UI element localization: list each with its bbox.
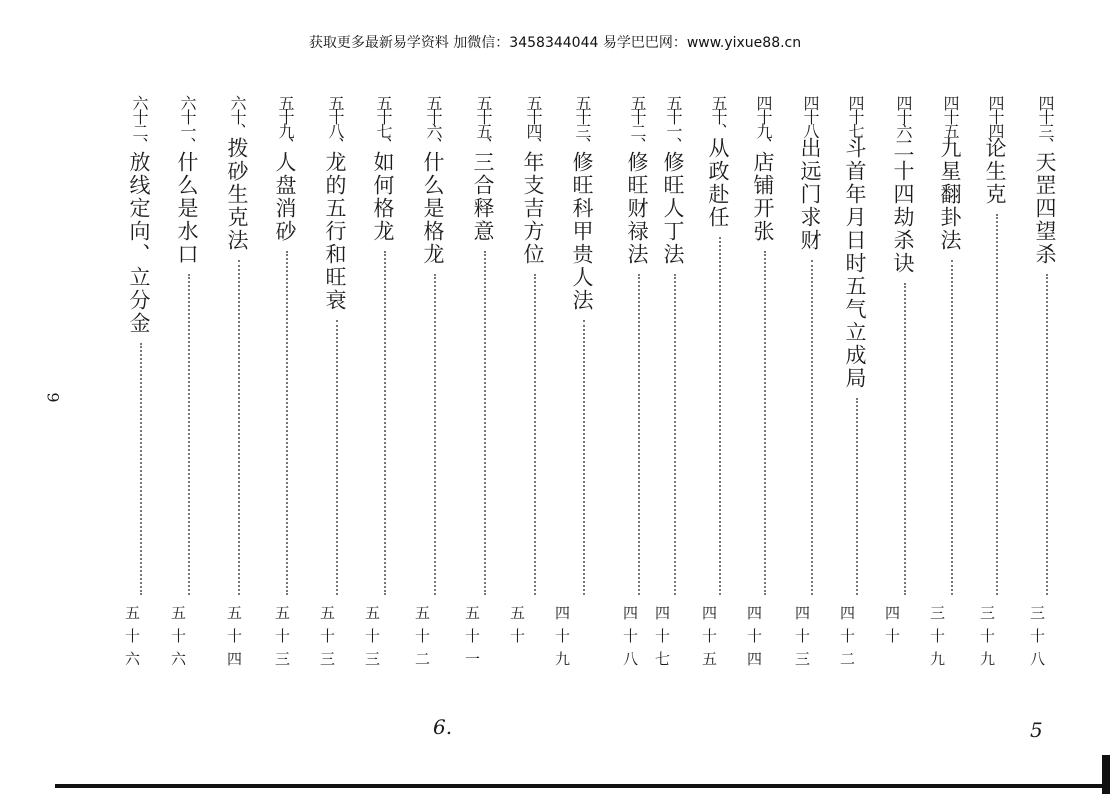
toc-page-number: 三十九 bbox=[978, 605, 996, 674]
toc-entry bbox=[418, 95, 452, 595]
dot-leader bbox=[188, 274, 192, 595]
toc-entry-title bbox=[888, 95, 918, 275]
toc-page-number: 五十三 bbox=[318, 605, 336, 674]
toc-page-number: 四十三 bbox=[793, 605, 811, 674]
toc-entry-text: 二十四劫杀诀 bbox=[891, 137, 915, 275]
toc-entry-text: 年支吉方位 bbox=[521, 151, 545, 266]
dot-leader bbox=[638, 274, 642, 595]
toc-entry-text: 修旺人丁法 bbox=[661, 151, 685, 266]
toc-entry bbox=[222, 95, 256, 595]
toc-entry-title bbox=[703, 95, 733, 229]
toc-entry bbox=[935, 95, 969, 595]
toc-page-number: 四十五 bbox=[700, 605, 718, 674]
toc-entry-number: 五十五、 bbox=[474, 95, 493, 151]
toc-entry bbox=[270, 95, 304, 595]
toc-entry-text: 店铺开张 bbox=[751, 151, 775, 243]
toc-entry-number: 四十五 bbox=[941, 95, 960, 137]
toc-entry-number: 五十七、 bbox=[374, 95, 393, 151]
toc-page-number: 四十四 bbox=[745, 605, 763, 674]
dot-leader bbox=[140, 343, 144, 595]
toc-entry-title bbox=[840, 95, 870, 390]
toc-entry bbox=[172, 95, 206, 595]
dot-leader bbox=[904, 283, 908, 595]
toc-entry bbox=[368, 95, 402, 595]
toc-entry-title bbox=[658, 95, 688, 266]
toc-page-number: 四十八 bbox=[621, 605, 639, 674]
toc-page-number: 四十 bbox=[883, 605, 901, 651]
toc-page-number: 五十六 bbox=[169, 605, 187, 674]
toc-entry-title bbox=[518, 95, 548, 266]
toc-entry bbox=[622, 95, 656, 595]
dot-leader bbox=[434, 274, 438, 595]
dot-leader bbox=[764, 251, 768, 595]
toc-entry-text: 修旺科甲贵人法 bbox=[570, 151, 594, 312]
toc-entry-text: 出远门求财 bbox=[798, 137, 822, 252]
toc-entry-text: 九星翻卦法 bbox=[938, 137, 962, 252]
toc-entry-text: 从政赴任 bbox=[706, 137, 730, 229]
dot-leader bbox=[336, 320, 340, 595]
toc-entry bbox=[888, 95, 922, 595]
dot-leader bbox=[674, 274, 678, 595]
toc-entry-number: 六十二、 bbox=[130, 95, 149, 151]
toc-entry-title bbox=[124, 95, 154, 335]
toc-entry bbox=[658, 95, 692, 595]
dot-leader bbox=[484, 251, 488, 595]
toc-entry-number: 四十六 bbox=[894, 95, 913, 137]
toc-entry-number: 五十、 bbox=[709, 95, 728, 137]
scan-bottom-edge bbox=[55, 784, 1105, 788]
toc-entry-text: 如何格龙 bbox=[371, 151, 395, 243]
toc-page-number: 三十八 bbox=[1028, 605, 1046, 674]
toc-page-number: 五十四 bbox=[225, 605, 243, 674]
toc-entry bbox=[748, 95, 782, 595]
dot-leader bbox=[1046, 274, 1050, 595]
toc-page-number: 四十二 bbox=[838, 605, 856, 674]
toc-entry-title bbox=[935, 95, 965, 252]
dot-leader bbox=[719, 237, 723, 595]
toc-page-number: 四十九 bbox=[553, 605, 571, 674]
toc-entry-number: 五十三、 bbox=[573, 95, 592, 151]
toc-entry-title bbox=[622, 95, 652, 266]
toc-entry-text: 放线定向、立分金 bbox=[127, 151, 151, 335]
toc-entry-title bbox=[368, 95, 398, 243]
toc-entry-title bbox=[1030, 95, 1060, 266]
toc-entry-number: 五十六、 bbox=[424, 95, 443, 151]
toc-entry-text: 天罡四望杀 bbox=[1033, 151, 1057, 266]
toc-entry bbox=[124, 95, 158, 595]
scan-right-edge bbox=[1102, 755, 1110, 794]
toc-page-number: 五十六 bbox=[123, 605, 141, 674]
toc-page-number: 四十七 bbox=[653, 605, 671, 674]
toc-entry-text: 龙的五行和旺衰 bbox=[323, 151, 347, 312]
toc-entry bbox=[980, 95, 1014, 595]
toc-entry-number: 五十一、 bbox=[664, 95, 683, 151]
toc-entry-title bbox=[222, 95, 252, 252]
toc-entry-text: 什么是格龙 bbox=[421, 151, 445, 266]
toc-entry bbox=[795, 95, 829, 595]
toc-entry-number: 五十八、 bbox=[326, 95, 345, 151]
dot-leader bbox=[996, 214, 1000, 595]
toc-entry-number: 六十一、 bbox=[178, 95, 197, 151]
toc-entry-title bbox=[980, 95, 1010, 206]
toc-entry-text: 什么是水口 bbox=[175, 151, 199, 266]
toc-entry-number: 四十三、 bbox=[1036, 95, 1055, 151]
dot-leader bbox=[384, 251, 388, 595]
watermark-header: 获取更多最新易学资料 加微信：3458344044 易学巴巴网：www.yixue88.cn bbox=[308, 35, 802, 51]
dot-leader bbox=[286, 251, 290, 595]
toc-entry bbox=[567, 95, 601, 595]
toc-entry-title bbox=[418, 95, 448, 266]
toc-entry-text: 修旺财禄法 bbox=[625, 151, 649, 266]
toc-page-number: 五十三 bbox=[363, 605, 381, 674]
toc-entry-number: 五十四、 bbox=[524, 95, 543, 151]
dot-leader bbox=[811, 260, 815, 595]
toc-entry-number: 四十四 bbox=[986, 95, 1005, 137]
dot-leader bbox=[534, 274, 538, 595]
toc-entry-text: 论生克 bbox=[983, 137, 1007, 206]
toc-entry-title bbox=[748, 95, 778, 243]
dot-leader bbox=[951, 260, 955, 595]
dot-leader bbox=[583, 320, 587, 595]
toc-entry bbox=[518, 95, 552, 595]
toc-entry bbox=[840, 95, 874, 595]
toc-entry-title bbox=[320, 95, 350, 312]
toc-entry-text: 人盘消砂 bbox=[273, 151, 297, 243]
toc-entry bbox=[320, 95, 354, 595]
toc-page-number: 五十 bbox=[508, 605, 526, 651]
toc-entry-title bbox=[795, 95, 825, 252]
toc-page-number: 三十九 bbox=[928, 605, 946, 674]
toc-entry-number: 四十九、 bbox=[754, 95, 773, 151]
toc-entry-text: 拨砂生克法 bbox=[225, 137, 249, 252]
toc-entry-number: 四十八 bbox=[801, 95, 820, 137]
toc-entry-title bbox=[567, 95, 597, 312]
right-page-number: 5 bbox=[1030, 718, 1043, 742]
toc-entry bbox=[703, 95, 737, 595]
toc-page-number: 五十三 bbox=[273, 605, 291, 674]
toc-entry-title bbox=[468, 95, 498, 243]
toc-entry-text: 三合释意 bbox=[471, 151, 495, 243]
toc-entry-number: 五十九、 bbox=[276, 95, 295, 151]
left-page-number: 6. bbox=[433, 715, 453, 739]
dot-leader bbox=[856, 398, 860, 595]
toc-page-number: 五十二 bbox=[413, 605, 431, 674]
toc-entry-title bbox=[270, 95, 300, 243]
toc-entry-number: 五十二、 bbox=[628, 95, 647, 151]
toc-page-number: 五十一 bbox=[463, 605, 481, 674]
dot-leader bbox=[238, 260, 242, 595]
margin-page-mark: 9 bbox=[43, 392, 63, 403]
toc-entry-number: 六十、 bbox=[228, 95, 247, 137]
toc-entry-title bbox=[172, 95, 202, 266]
toc-entry-text: 斗首年月日时五气立成局 bbox=[843, 137, 867, 390]
toc-entry bbox=[468, 95, 502, 595]
toc-entry bbox=[1030, 95, 1064, 595]
toc-entry-number: 四十七 bbox=[846, 95, 865, 137]
